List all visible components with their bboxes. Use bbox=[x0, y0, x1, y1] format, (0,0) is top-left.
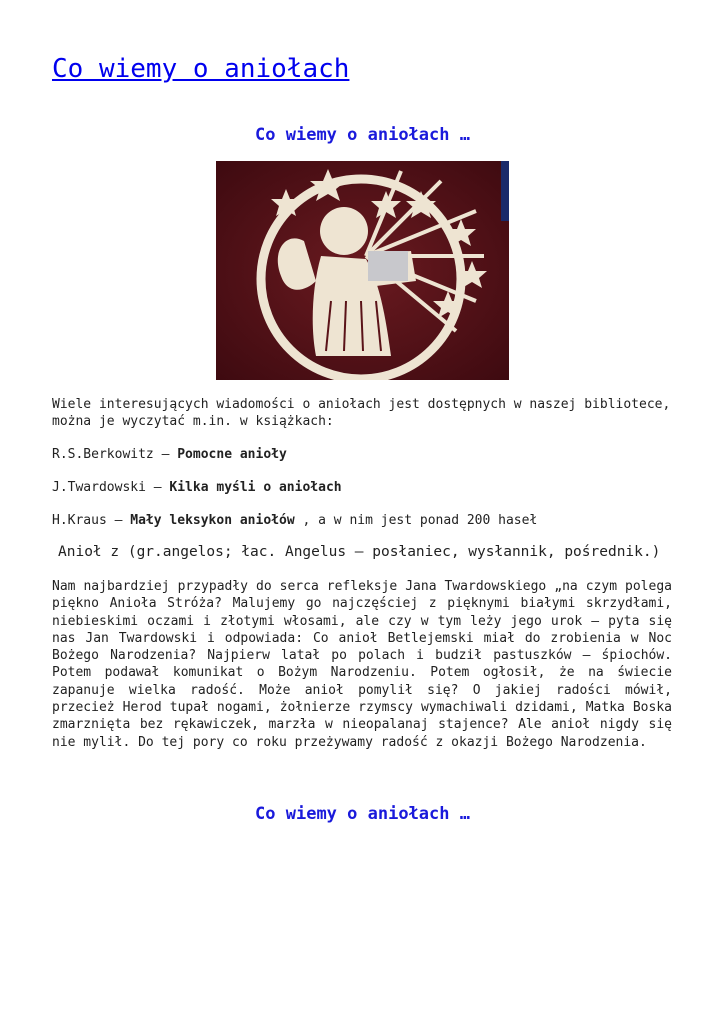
book-suffix: , a w nim jest ponad 200 haseł bbox=[294, 513, 538, 528]
book-item-3 bbox=[52, 512, 672, 529]
book-title: Pomocne anioły bbox=[177, 447, 287, 462]
book-title: Mały leksykon aniołów bbox=[130, 513, 295, 528]
book-author: H.Kraus – bbox=[52, 513, 131, 528]
page-title-link[interactable]: Co wiemy o aniołach bbox=[52, 54, 350, 84]
book-item-1 bbox=[52, 446, 672, 463]
intro-text: Wiele interesujących wiadomości o aniołach jest dostępnych w naszej bibliotece, można je wyczytać m.in. w książkach: bbox=[52, 397, 671, 430]
book-author: J.Twardowski – bbox=[52, 480, 170, 495]
subheading-top: Co wiemy o aniołach … bbox=[255, 125, 470, 145]
book-author: R.S.Berkowitz – bbox=[52, 447, 178, 462]
book-title: Kilka myśli o aniołach bbox=[169, 480, 342, 495]
main-paragraph: Nam najbardziej przypadły do serca refleksje Jana Twardowskiego „na czym polega piękno Anioła Stróża? Malujemy go najczęściej z pięknymi białymi skrzydłami, niebieskimi oczami i złotymi włosami, ale czy w tym leży jego urok – pyta się nas Jan Twardowski i odpowiada: Co anioł Betlejemski miał do zrobienia w Noc Bożego Narodzenia? Najpierw latał po polach i budził pastuszków – śpiochów. Potem podawał komunikat o Bożym Narodzeniu. Potem ogłosił, że na świecie zapanuje wielka radość. Może anioł pomylił się? O jakiej radości mówił, przecież Herod tupał nogami, żołnierze rzymscy wymachiwali dzidami, Matka Boska zmarznięta bez rękawiczek, marzła w nieopalanaj stajence? Ale anioł nigdy się nie mylił. Do tej pory co roku przeżywamy radość z okazji Bożego Narodzenia. bbox=[52, 579, 672, 750]
angel-ornament-photo bbox=[216, 161, 509, 380]
subheading-bottom: Co wiemy o aniołach … bbox=[255, 804, 470, 824]
definition-text: Anioł z (gr.angelos; łac. Angelus – posłaniec, wysłannik, pośrednik.) bbox=[58, 544, 661, 560]
book-item-2 bbox=[52, 479, 672, 496]
angel-ornament-illustration bbox=[216, 161, 509, 380]
